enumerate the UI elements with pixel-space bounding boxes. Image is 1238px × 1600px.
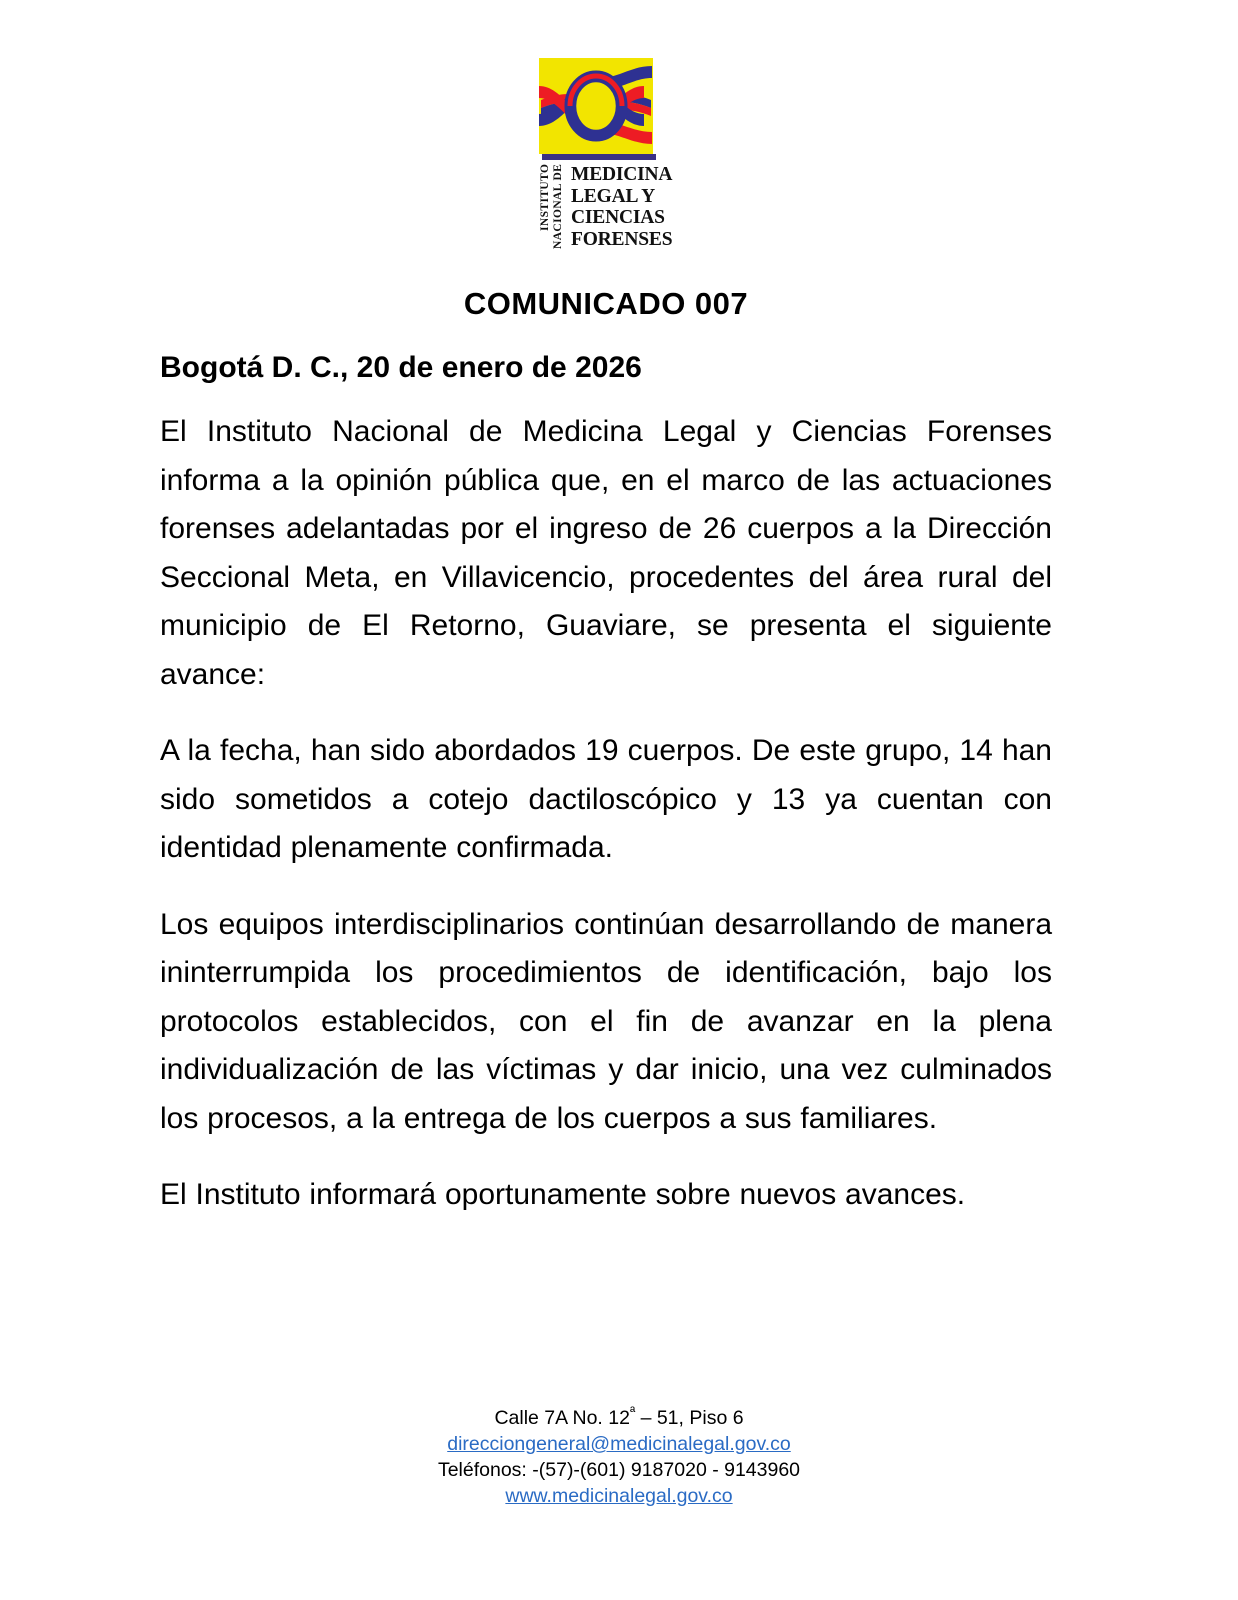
wordmark-forenses: FORENSES [571, 228, 673, 250]
wordmark-main-lines [571, 164, 672, 250]
wordmark-nacional-de: NACIONAL DE [552, 164, 564, 250]
wordmark-medicina: MEDICINA [571, 164, 673, 185]
paragraph-2: A la fecha, han sido abordados 19 cuerpos. De este grupo, 14 han sido sometidos a cotejo dactiloscópico y 13 ya cuentan con identidad plenamente confirmada. [160, 734, 1052, 864]
wordmark-instituto: INSTITUTO [539, 164, 551, 232]
footer-email-link[interactable]: direcciongeneral@medicinalegal.gov.co [447, 1433, 791, 1455]
paragraph-4: El Instituto informará oportunamente sobre nuevos avances. [160, 1178, 966, 1211]
page-footer [0, 1405, 1238, 1509]
footer-website-link[interactable]: www.medicinalegal.gov.co [505, 1485, 733, 1507]
institute-wordmark [493, 164, 753, 250]
wordmark-ciencias: CIENCIAS [571, 207, 665, 228]
institute-emblem-icon [489, 52, 749, 160]
paragraph-1: El Instituto Nacional de Medicina Legal y Ciencias Forenses informa a la opinión pública que, en el marco de las actuaciones forenses adelantadas por el ingreso de 26 cuerpos a la Dirección Seccional Meta, en Villavicencio, procedentes del área rural del municipio de El Retorno, Guaviare, se presenta el siguiente avance: [160, 415, 1052, 691]
page-title: COMUNICADO 007 [463, 286, 749, 321]
letterhead-logo [0, 52, 1238, 250]
paragraph-3: Los equipos interdisciplinarios continúan desarrollando de manera ininterrumpida los procedimientos de identificación, bajo los protocolos establecidos, con el fin de avanzar en la plena individualización de las víctimas y dar inicio, una vez culminados los procesos, a la entrega de los cuerpos a sus familiares. [160, 907, 1052, 1135]
footer-address-prefix: Calle 7A No. 12 [494, 1407, 630, 1429]
emblem-ribbon-icon [489, 52, 749, 160]
dateline: Bogotá D. C., 20 de enero de 2026 [160, 351, 642, 384]
footer-address [0, 1405, 1238, 1431]
document-body [160, 286, 1052, 1220]
footer-phones: Teléfonos: -(57)-(601) 9187020 - 9143960 [437, 1459, 801, 1481]
wordmark-legal-y: LEGAL Y [571, 185, 656, 207]
wordmark-vertical-lines [539, 164, 565, 250]
footer-address-ordinal: ª [629, 1403, 636, 1420]
footer-address-suffix: – 51, Piso 6 [635, 1407, 744, 1429]
